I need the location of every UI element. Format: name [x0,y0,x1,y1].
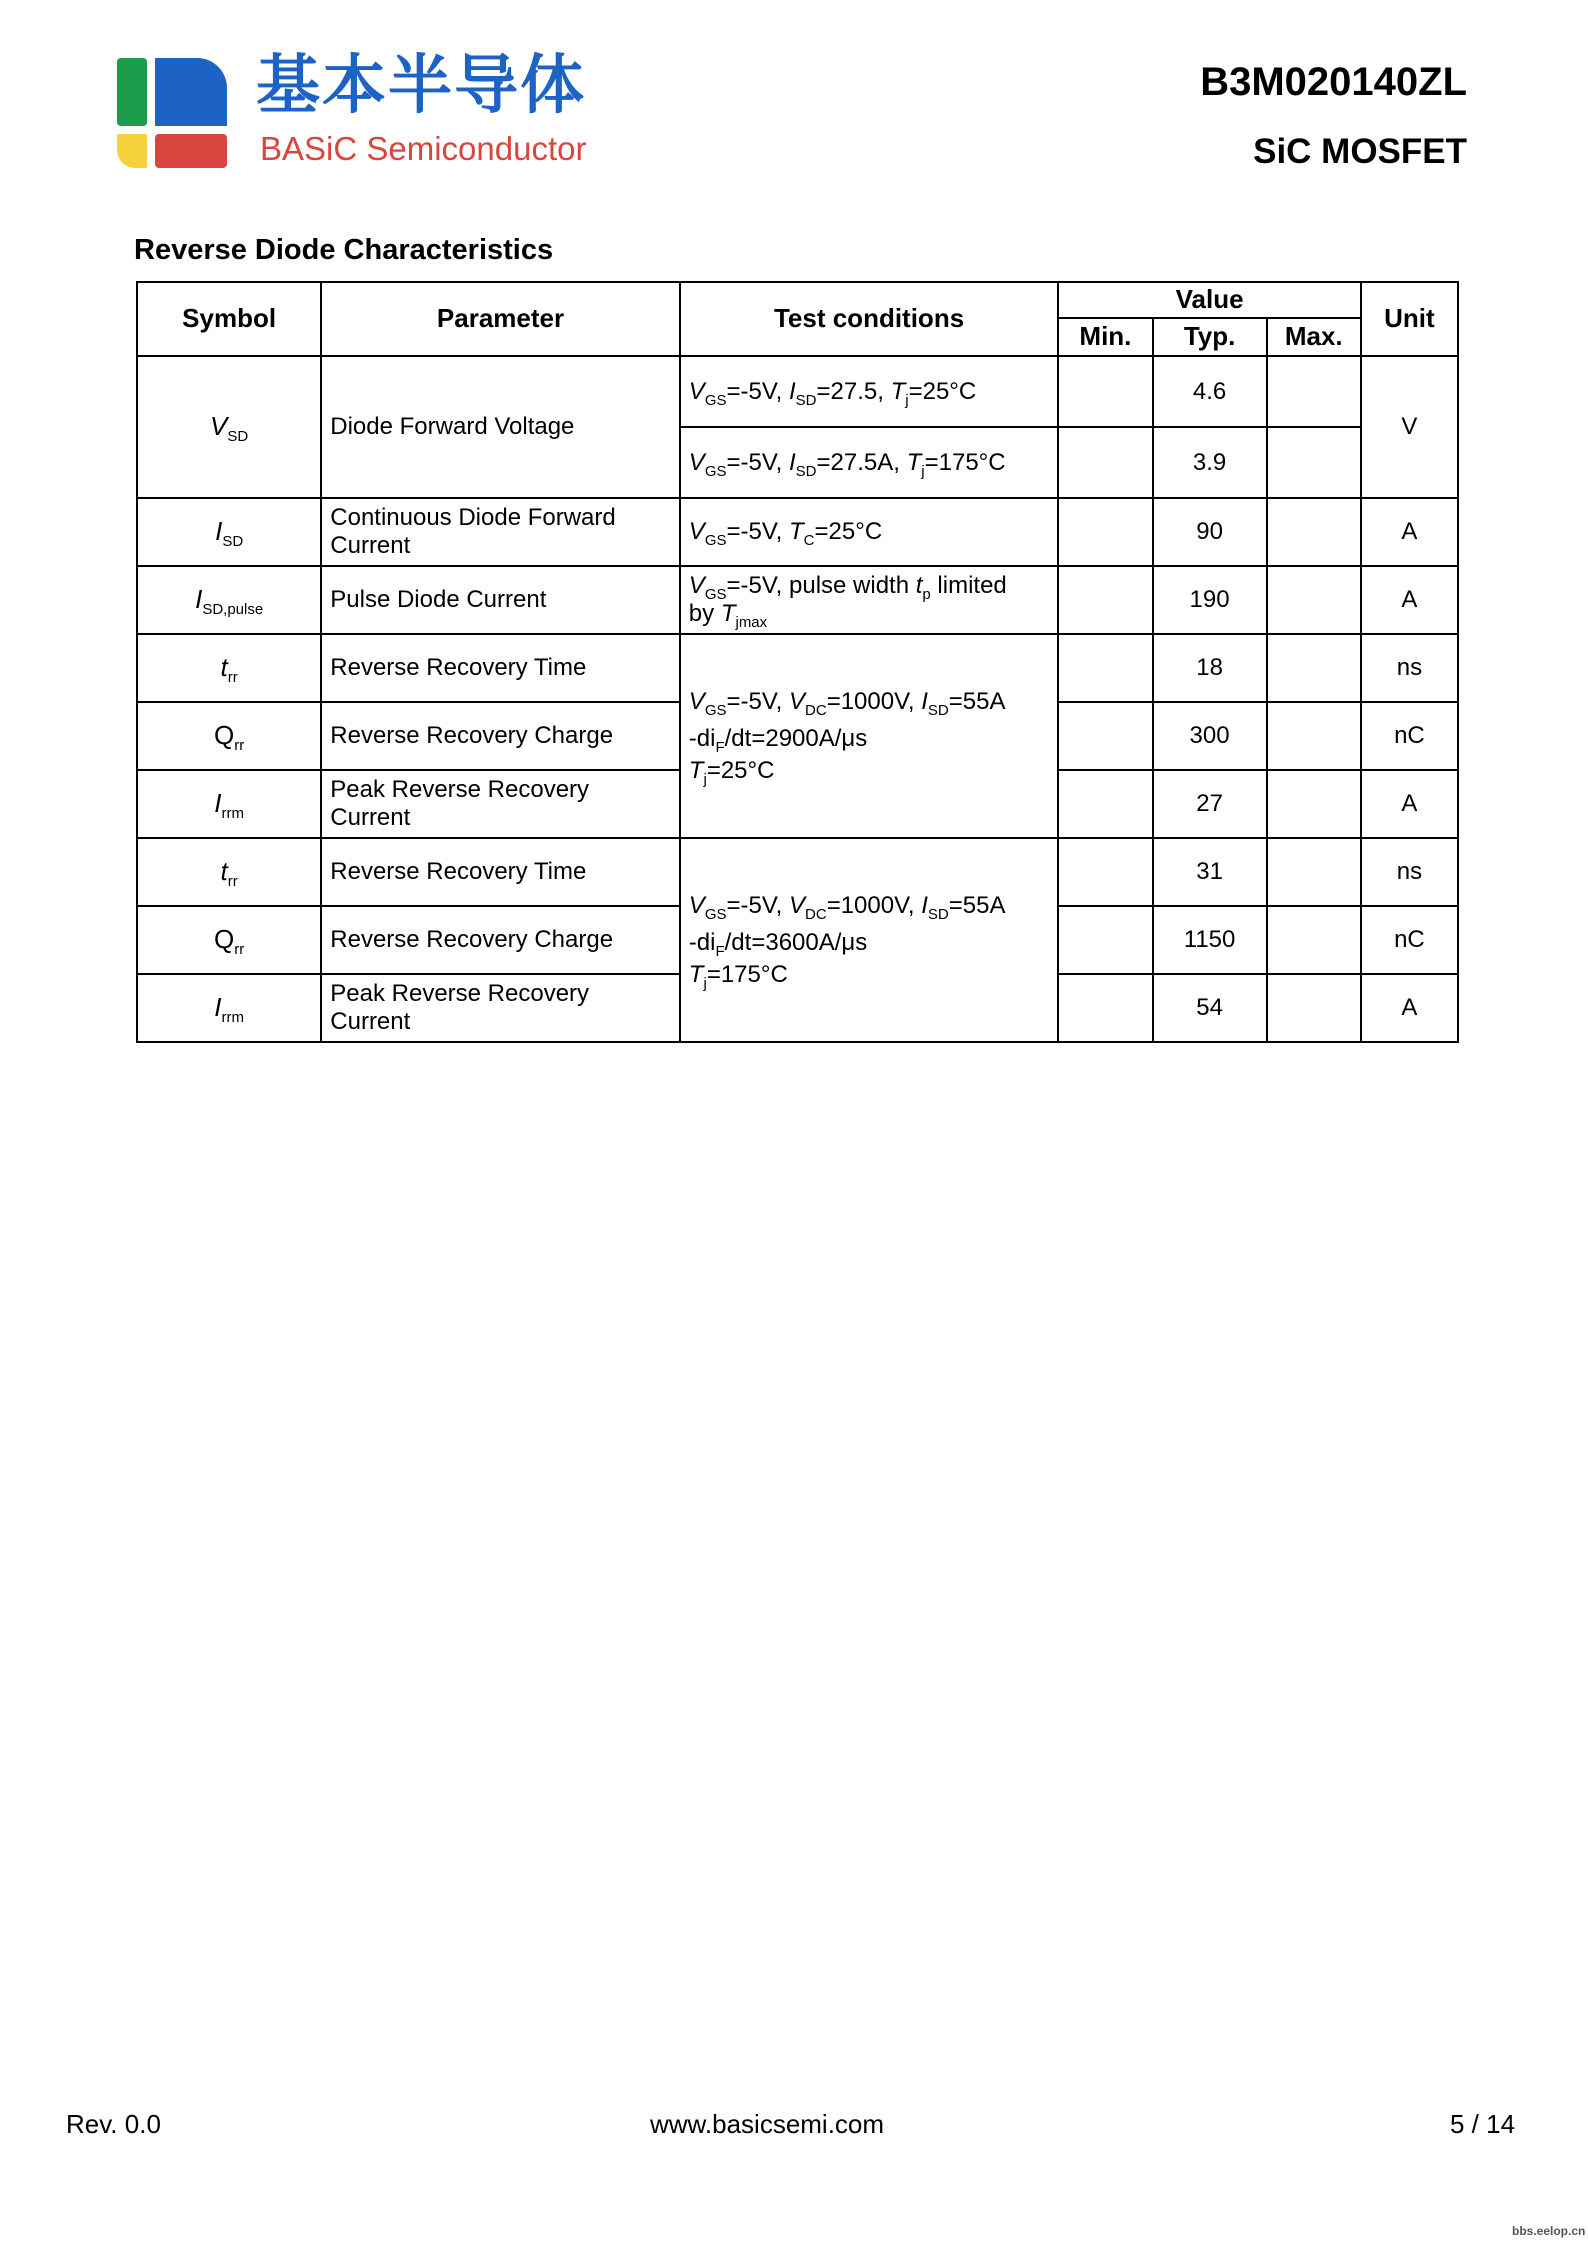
header-unit: Unit [1361,282,1458,356]
max-cell [1267,634,1361,702]
unit-cell: V [1361,356,1458,498]
header-test-conditions: Test conditions [680,282,1059,356]
parameter-cell: Peak Reverse Recovery Current [321,974,680,1042]
min-cell [1058,702,1152,770]
basic-logo-mark [117,58,227,168]
footer-revision: Rev. 0.0 [66,2109,161,2139]
footer-website[interactable]: www.basicsemi.com [650,2109,885,2139]
unit-cell: A [1361,974,1458,1042]
min-cell [1058,974,1152,1042]
min-cell [1058,770,1152,838]
parameter-cell: Reverse Recovery Time [321,634,680,702]
condition-cell: $V_{GS}=-5V$, $I_{SD}=27.5$, $T_j=25^\circ C$ [680,356,1059,427]
typ-cell: 18 [1153,634,1267,702]
unit-cell: nC [1361,906,1458,974]
header-parameter: Parameter [321,282,680,356]
min-cell [1058,356,1152,427]
unit-cell: A [1361,498,1458,566]
logo-text-cn: 基本半导体 [256,49,586,123]
table-row [137,356,1458,427]
symbol-cell: $t_{rr}$ [137,838,321,906]
max-cell [1267,770,1361,838]
unit-cell: ns [1361,838,1458,906]
unit-cell: A [1361,770,1458,838]
part-number: B3M020140ZL [1200,60,1467,104]
condition-cell-group1: $V_{GS}=-5V$, $V_{DC}=1000V$, $I_{SD}=55A$ $-di_F/dt=2900A/\mu s$ $T_j=25^\circ C$ [680,634,1059,838]
symbol-cell: $I_{SD,pulse}$ [137,566,321,634]
symbol-cell: $Q_{rr}$ [137,702,321,770]
parameter-cell: Peak Reverse Recovery Current [321,770,680,838]
condition-cell: $V_{GS}=-5V$, pulse width $t_p$ limited by $T_{jmax}$ [680,566,1059,634]
parameter-cell: Reverse Recovery Time [321,838,680,906]
typ-cell: 1150 [1153,906,1267,974]
typ-cell: 4.6 [1153,356,1267,427]
min-cell [1058,838,1152,906]
table-row [137,634,1458,702]
min-cell [1058,906,1152,974]
condition-cell: $V_{GS}=-5V$, $I_{SD}=27.5A$, $T_j=175^\circ C$ [680,427,1059,498]
unit-cell: ns [1361,634,1458,702]
max-cell [1267,566,1361,634]
table-header-row [137,282,1458,318]
table-row [137,838,1458,906]
min-cell [1058,634,1152,702]
parameter-cell: Reverse Recovery Charge [321,702,680,770]
max-cell [1267,702,1361,770]
symbol-cell: $I_{rrm}$ [137,974,321,1042]
symbol-cell: $V_{SD}$ [137,356,321,498]
max-cell [1267,427,1361,498]
min-cell [1058,498,1152,566]
parameter-cell: Reverse Recovery Charge [321,906,680,974]
reverse-diode-table [136,281,1459,1043]
typ-cell: 3.9 [1153,427,1267,498]
min-cell [1058,427,1152,498]
parameter-cell: Diode Forward Voltage [321,356,680,498]
min-cell [1058,566,1152,634]
logo-text-en: BASiC Semiconductor [260,130,587,167]
condition-cell: $V_{GS}=-5V$, $T_C=25^\circ C$ [680,498,1059,566]
max-cell [1267,838,1361,906]
typ-cell: 27 [1153,770,1267,838]
header-max: Max. [1267,318,1361,356]
typ-cell: 31 [1153,838,1267,906]
unit-cell: nC [1361,702,1458,770]
watermark: bbs.eelop.cn [1512,2224,1586,2238]
condition-cell-group2: $V_{GS}=-5V$, $V_{DC}=1000V$, $I_{SD}=55A$ $-di_F/dt=3600A/\mu s$ $T_j=175^\circ C$ [680,838,1059,1042]
max-cell [1267,974,1361,1042]
max-cell [1267,356,1361,427]
symbol-cell: $I_{SD}$ [137,498,321,566]
header-value: Value [1058,282,1360,318]
table-row [137,498,1458,566]
typ-cell: 190 [1153,566,1267,634]
max-cell [1267,906,1361,974]
typ-cell: 90 [1153,498,1267,566]
unit-cell: A [1361,566,1458,634]
parameter-cell: Pulse Diode Current [321,566,680,634]
typ-cell: 54 [1153,974,1267,1042]
symbol-cell: $t_{rr}$ [137,634,321,702]
typ-cell: 300 [1153,702,1267,770]
header-typ: Typ. [1153,318,1267,356]
section-title: Reverse Diode Characteristics [134,234,554,266]
symbol-cell: $Q_{rr}$ [137,906,321,974]
max-cell [1267,498,1361,566]
symbol-cell: $I_{rrm}$ [137,770,321,838]
header-min: Min. [1058,318,1152,356]
footer-page-number: 5 / 14 [1450,2109,1516,2139]
part-type: SiC MOSFET [1253,132,1467,171]
header-symbol: Symbol [137,282,321,356]
table-row [137,566,1458,634]
parameter-cell: Continuous Diode Forward Current [321,498,680,566]
